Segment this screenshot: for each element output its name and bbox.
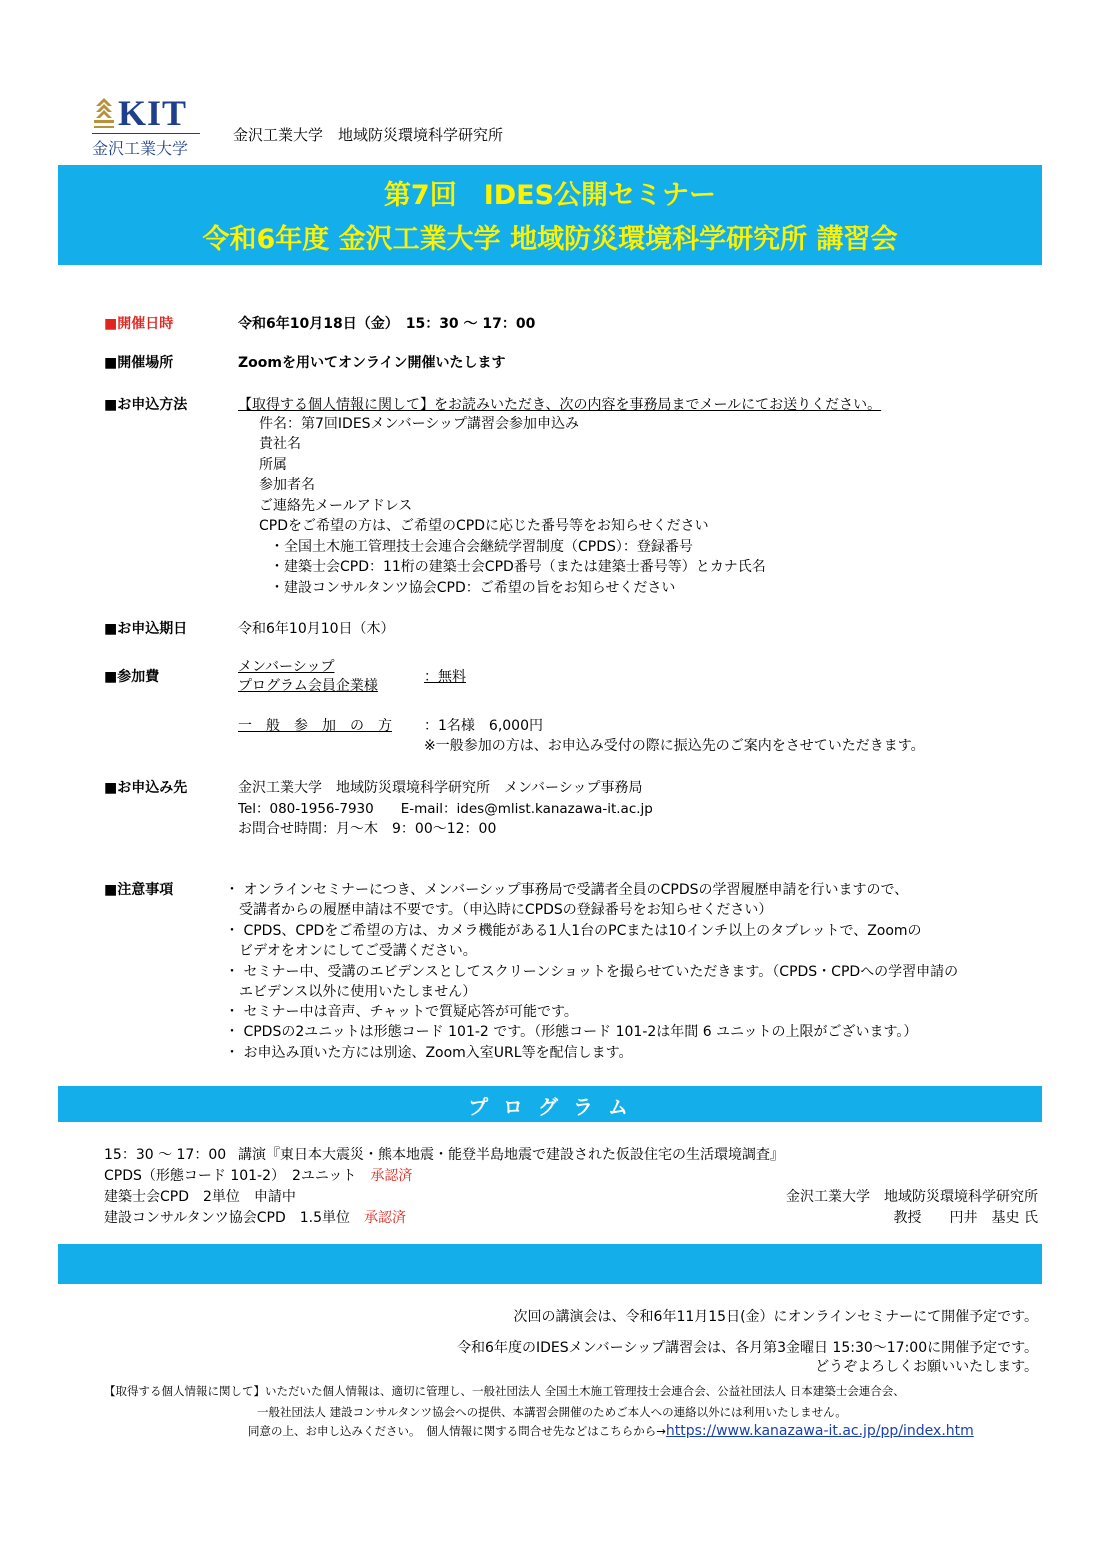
footer-schedule: 令和6年度のIDESメンバーシップ講習会は、各月第3金曜日 15:30～17:00に開催予定です。	[457, 1340, 1038, 1356]
contact-line3: お問合せ時間：月～木 9：00～12：00	[238, 821, 497, 837]
apply-item: 件名：第7回IDESメンバーシップ講習会参加申込み	[259, 416, 580, 432]
deadline-value: 令和6年10月10日（木）	[238, 621, 395, 637]
program-cpds	[104, 1165, 412, 1185]
note-line: ・ セミナー中、受講のエビデンスとしてスクリーンショットを撮らせていただきます。（CPDS・CPDへの学習申請の	[225, 964, 959, 980]
privacy-line3-text: 同意の上、お申し込みください。 個人情報に関する問合せ先などはこちらから→	[248, 1424, 666, 1438]
program-consul-text: 建設コンサルタンツ協会CPD 1.5単位	[104, 1210, 365, 1226]
note-line: ・ オンラインセミナーにつき、メンバーシップ事務局で受講者全員のCPDSの学習履歴申請を行いますので、	[225, 882, 909, 898]
logo-text: KIT	[118, 93, 188, 133]
fee-general-note: ※一般参加の方は、お申込み受付の際に振込先のご案内をさせていただきます。	[424, 738, 925, 754]
note-line: ビデオをオンにしてご受講ください。	[225, 943, 477, 959]
fee-general-label: 一 般 参 加 の 方	[238, 718, 392, 734]
apply-label	[104, 394, 187, 414]
date-value: 令和6年10月18日（金） 15：30 ～ 17：00	[238, 316, 536, 332]
apply-item: CPDをご希望の方は、ご希望のCPDに応じた番号等をお知らせください	[259, 518, 709, 534]
title-line2: 令和6年度 金沢工業大学 地域防災環境科学研究所 講習会	[202, 224, 898, 255]
footer-next: 次回の講演会は、令和6年11月15日(金）にオンラインセミナーにて開催予定です。	[513, 1309, 1038, 1325]
fee-label-text: ■参加費	[104, 669, 160, 685]
deadline-label	[104, 618, 187, 638]
note-line: エビデンス以外に使用いたしません）	[225, 984, 477, 1000]
apply-instruction	[238, 394, 881, 414]
program-lecture: 講演『東日本大震災・熊本地震・能登半島地震で建設された仮設住宅の生活環境調査』	[238, 1147, 784, 1163]
fee-member-value-text: ：無料	[424, 669, 466, 685]
logo-divider	[92, 133, 200, 134]
note-line: ・ セミナー中は音声、チャットで質疑応答が可能です。	[225, 1004, 578, 1020]
header-org: 金沢工業大学 地域防災環境科学研究所	[233, 126, 504, 144]
fee-label	[104, 666, 159, 686]
notes-label-text: ■注意事項	[104, 882, 174, 898]
program-time: 15：30 ～ 17：00	[104, 1147, 227, 1163]
footer-thanks: どうぞよろしくお願いいたします。	[815, 1359, 1038, 1375]
contact-line2: Tel：080-1956-7930 E-mail：ides@mlist.kanazawa-it.ac.jp	[238, 801, 653, 817]
privacy-line2: 一般社団法人 建設コンサルタンツ協会への提供、本講習会開催のためご本人への連絡以外には利用いたしません。	[257, 1405, 847, 1419]
contact-line1: 金沢工業大学 地域防災環境科学研究所 メンバーシップ事務局	[238, 780, 643, 796]
note-line: 受講者からの履歴申請は不要です。（申込時にCPDSの登録番号をお知らせください）	[225, 902, 773, 918]
apply-item: ご連絡先メールアドレス	[259, 498, 413, 514]
contact-label	[104, 777, 187, 797]
program-consul-status: 承認済	[364, 1210, 407, 1226]
apply-label-text: ■お申込方法	[104, 397, 188, 413]
kit-logo	[92, 93, 202, 158]
apply-text: をお読みいただき、次の内容を事務局までメールにてお送りください。	[434, 397, 882, 413]
cpd-item: ・建設コンサルタンツ協会CPD：ご希望の旨をお知らせください	[270, 580, 676, 596]
date-label-text: ■開催日時	[104, 316, 174, 332]
fee-member-line1: メンバーシップ	[238, 659, 335, 675]
speaker-name: 教授 円井 基史 氏	[893, 1210, 1038, 1226]
date-label	[104, 313, 173, 333]
logo-subtitle: 金沢工業大学	[92, 139, 189, 158]
note-line: ・ CPDSの2ユニットは形態コード 101-2 です。（形態コード 101-2は年間 6 ユニットの上限がございます。）	[225, 1024, 918, 1040]
place-value: Zoomを用いてオンライン開催いたします	[238, 355, 506, 371]
privacy-line3	[248, 1423, 1042, 1439]
note-line: ・ お申込み頂いた方には別途、Zoom入室URL等を配信します。	[225, 1045, 633, 1061]
program-consul	[104, 1207, 406, 1227]
cpd-item: ・建築士会CPD：11桁の建築士会CPD番号（または建築士番号等）とカナ氏名	[270, 559, 766, 575]
privacy-line1: 【取得する個人情報に関して】いただいた個人情報は、適切に管理し、一般社団法人 全国土木施工管理技士会連合会、公益社団法人 日本建築士会連合会、	[104, 1384, 905, 1398]
cpd-item: ・全国土木施工管理技士会連合会継続学習制度（CPDS）：登録番号	[270, 539, 693, 555]
contact-label-text: ■お申込み先	[104, 780, 188, 796]
program-cpds-text: CPDS（形態コード 101-2） 2ユニット	[104, 1168, 371, 1184]
program-heading: プ ロ グ ラ ム	[468, 1095, 632, 1119]
apply-item: 貴社名	[259, 436, 301, 452]
notes-label	[104, 879, 173, 899]
divider-band	[58, 1244, 1042, 1284]
apply-item: 参加者名	[259, 477, 315, 493]
fee-member-value	[424, 666, 466, 686]
apply-item: 所属	[259, 457, 287, 473]
program-kenchiku: 建築士会CPD 2単位 申請中	[104, 1189, 296, 1205]
title-band	[58, 165, 1042, 265]
program-band	[58, 1086, 1042, 1122]
program-cpds-status: 承認済	[370, 1168, 413, 1184]
deadline-label-text: ■お申込期日	[104, 621, 188, 637]
privacy-url-link[interactable]: https://www.kanazawa-it.ac.jp/pp/index.htm	[665, 1423, 974, 1439]
place-label	[104, 352, 173, 372]
title-line1: 第7回 IDES公開セミナー	[383, 180, 717, 211]
speaker-org: 金沢工業大学 地域防災環境科学研究所	[786, 1189, 1038, 1205]
fee-member-line2: プログラム会員企業様	[238, 678, 378, 694]
fee-general-value: ：1名様 6,000円	[424, 718, 543, 734]
place-label-text: ■開催場所	[104, 355, 174, 371]
note-line: ・ CPDS、CPDをご希望の方は、カメラ機能がある1人1台のPCまたは10インチ以上のタブレットで、Zoomの	[225, 923, 922, 939]
privacy-link[interactable]: 【取得する個人情報に関して】	[238, 397, 434, 413]
